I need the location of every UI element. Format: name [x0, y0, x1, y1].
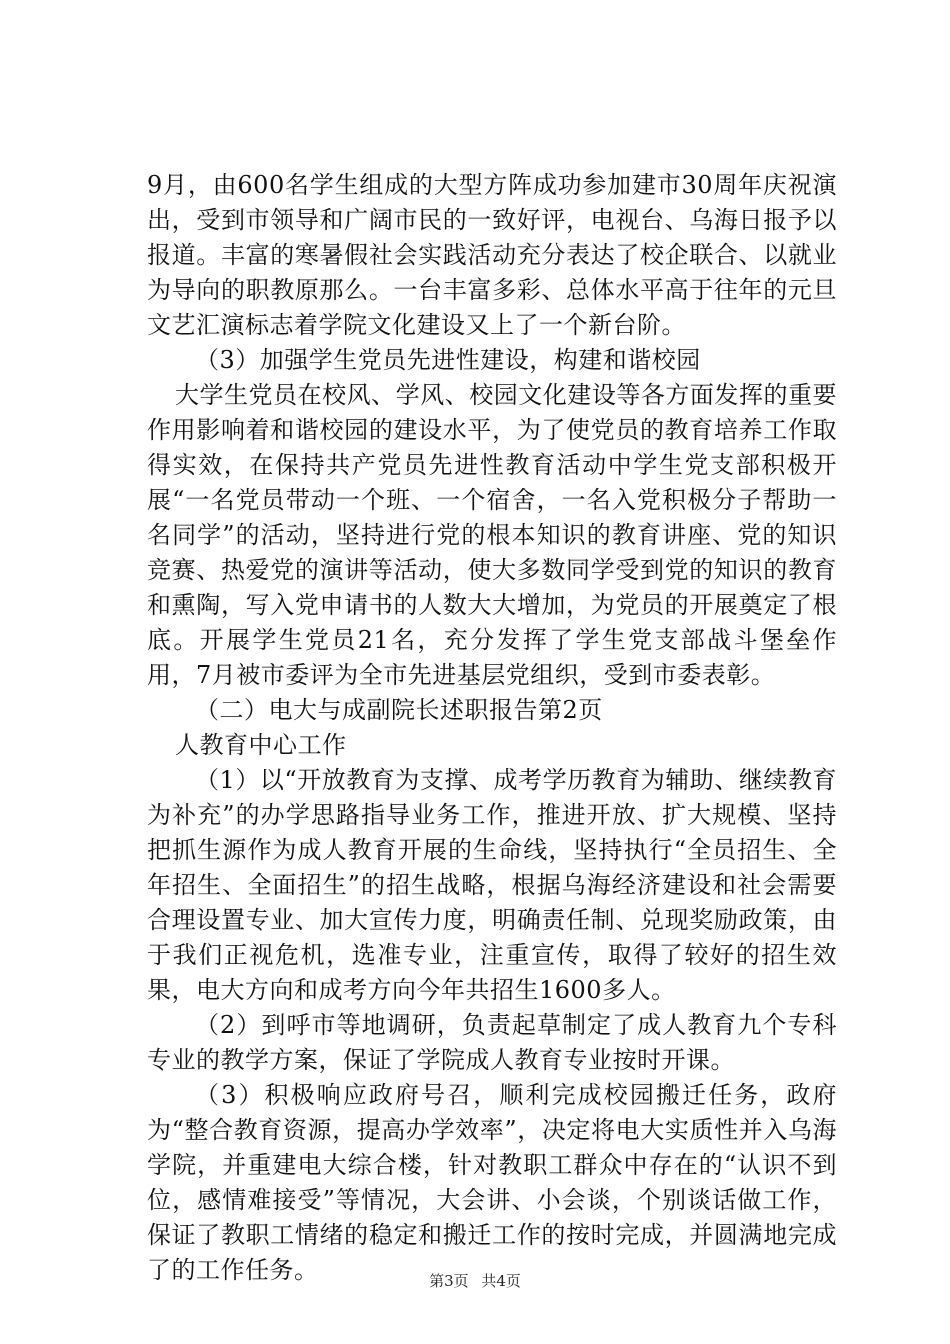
paragraph-item-one: （1）以“开放教育为支撑、成考学历教育为辅助、继续教育为补充”的办学思路指导业务工作，推进开放、扩大规模、坚持把抓生源作为成人教育开展的生命线，坚持执行“全员招生、全年招生、全面招生”的招生战略，根据乌海经济建设和社会需要合理设置专业、加大宣传力度，明确责任制、兑现奖励政策，由于我们正视危机，选准专业，注重宣传，取得了较好的招生效果，电大方向和成考方向今年共招生1600多人。	[147, 766, 837, 1004]
paragraph-event-report: 9月，由600名学生组成的大型方阵成功参加建市30周年庆祝演出，受到市领导和广阔市民的一致好评，电视台、乌海日报予以报道。丰富的寒暑假社会实践活动充分表达了校企联合、以就业为导向的职教原那么。一台丰富多彩、总体水平高于往年的元旦文艺汇演标志着学院文化建设又上了一个新台阶。	[147, 171, 837, 339]
page-number: 第3页	[429, 1272, 469, 1290]
page-footer	[0, 1270, 950, 1291]
paragraph-item-two: （2）到呼市等地调研，负责起草制定了成人教育九个专科专业的教学方案，保证了学院成人教育专业按时开课。	[147, 1011, 837, 1074]
paragraph-party-members-body: 大学生党员在校风、学风、校园文化建设等各方面发挥的重要作用影响着和谐校园的建设水平，为了使党员的教育培养工作取得实效，在保持共产党员先进性教育活动中学生党支部积极开展“一名党员带动一个班、一个宿舍，一名入党积极分子帮助一名同学”的活动，坚持进行党的根本知识的教育讲座、党的知识竞赛、热爱党的演讲等活动，使大多数同学受到党的知识的教育和熏陶，写入党申请书的人数大大增加，为党员的开展奠定了根底。开展学生党员21名，充分发挥了学生党支部战斗堡垒作用，7月被市委评为全市先进基层党组织，受到市委表彰。	[147, 381, 837, 689]
paragraph-heading-section-two-cont: 人教育中心工作	[175, 731, 347, 759]
document-body	[147, 168, 837, 1288]
paragraph-heading-party-members: （3）加强学生党员先进性建设，构建和谐校园	[195, 346, 701, 374]
paragraph-heading-section-two: （二）电大与成副院长述职报告第2页	[195, 696, 603, 724]
page-total: 共4页	[481, 1272, 521, 1290]
paragraph-item-three: （3）积极响应政府号召，顺利完成校园搬迁任务，政府为“整合教育资源，提高办学效率”，决定将电大实质性并入乌海学院，并重建电大综合楼，针对教职工群众中存在的“认识不到位，感情难接受”等情况，大会讲、小会谈，个别谈话做工作，保证了教职工情绪的稳定和搬迁工作的按时完成，并圆满地完成了的工作任务。	[147, 1081, 837, 1284]
